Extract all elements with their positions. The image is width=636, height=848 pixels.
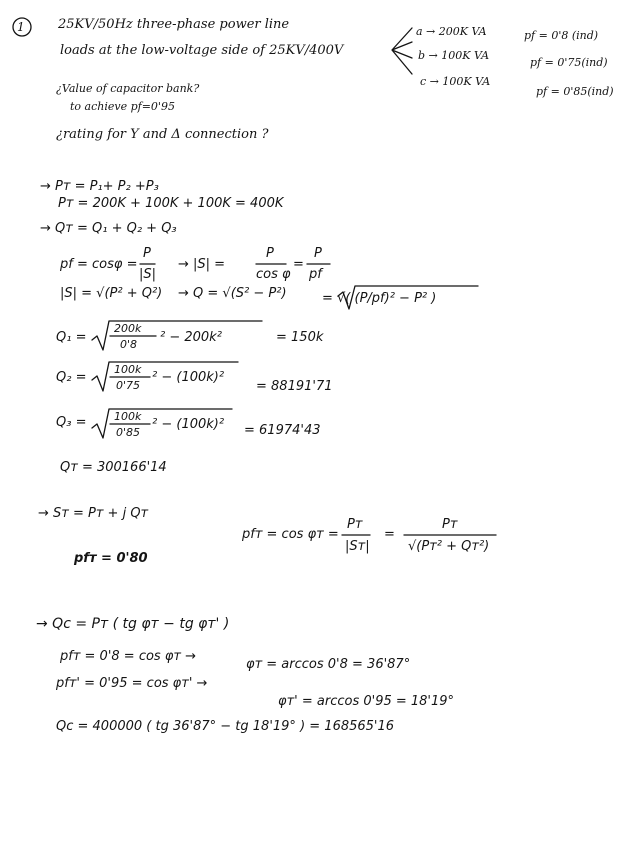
- pft-den1: |Sᴛ|: [345, 539, 370, 554]
- load-a-pf: pf = 0'8 (ind): [524, 29, 599, 42]
- pft-num1: Pᴛ: [347, 517, 363, 532]
- q2-inner-num: 100k: [114, 363, 142, 376]
- q1-left: Q₁ =: [56, 330, 87, 345]
- pf-def-den: |S|: [139, 267, 157, 282]
- q1-tail: ² − 200k²: [160, 330, 222, 345]
- q3-inner-num: 100k: [114, 410, 142, 423]
- load-c-pf: pf = 0'85(ind): [536, 85, 614, 98]
- q2-result: = 88191'71: [256, 379, 333, 394]
- pft-den2: √(Pᴛ² + Qᴛ²): [408, 539, 490, 554]
- s-abs-den1: cos φ: [256, 267, 291, 282]
- pft-08-line: pfᴛ = 0'8 = cos φᴛ →: [60, 649, 197, 664]
- q3-result: = 61974'43: [244, 423, 321, 438]
- pft-eq: =: [384, 527, 395, 542]
- pt-value-line: Pᴛ = 200K + 100K + 100K = 400K: [58, 196, 284, 211]
- s-abs-eq: =: [293, 257, 304, 272]
- load-b-pf: pf = 0'75(ind): [530, 56, 608, 69]
- q2-left: Q₂ =: [56, 370, 87, 385]
- phi-t-line: φᴛ = arccos 0'8 = 36'87°: [246, 657, 411, 672]
- q1-result: = 150k: [276, 330, 324, 345]
- s-abs-num1: P: [266, 246, 274, 261]
- q2-tail: ² − (100k)²: [152, 370, 225, 385]
- pt-sum-line: → Pᴛ = P₁+ P₂ +P₃: [40, 179, 159, 194]
- load-a-label: a → 200K VA: [416, 25, 487, 38]
- phi-t2-line: φᴛ' = arccos 0'95 = 18'19°: [278, 694, 455, 709]
- pft-095-line: pfᴛ' = 0'95 = cos φᴛ' →: [56, 676, 208, 691]
- qc-result: Qc = 400000 ( tg 36'87° − tg 18'19° ) = 168565'16: [56, 719, 395, 734]
- q1-inner-num: 200k: [114, 322, 142, 335]
- q1-inner-den: 0'8: [120, 338, 138, 351]
- pft-value: pfᴛ = 0'80: [74, 551, 148, 566]
- q3-inner-den: 0'85: [116, 426, 141, 439]
- qc-formula: → Qc = Pᴛ ( tg φᴛ − tg φᴛ' ): [36, 616, 230, 632]
- q2-inner-den: 0'75: [116, 379, 141, 392]
- q-from-s-formula: → Q = √(S² − P²): [178, 286, 287, 301]
- pf-def-num: P: [143, 246, 151, 261]
- q3-left: Q₃ =: [56, 415, 87, 430]
- load-b-label: b → 100K VA: [418, 49, 490, 62]
- qt-sum-line: → Qᴛ = Q₁ + Q₂ + Q₃: [40, 221, 177, 236]
- load-c-label: c → 100K VA: [420, 75, 491, 88]
- s-abs-den2: pf: [309, 267, 322, 282]
- problem-line-2: loads at the low-voltage side of 25KV/400V: [60, 43, 344, 58]
- st-formula: → Sᴛ = Pᴛ + j Qᴛ: [38, 506, 149, 521]
- qt-result: Qᴛ = 300166'14: [60, 460, 167, 475]
- pft-left: pfᴛ = cos φᴛ =: [242, 527, 339, 542]
- pft-num2: Pᴛ: [442, 517, 458, 532]
- q-from-pf-formula: = √( (P/pf)² − P² ): [322, 291, 437, 306]
- question-target-pf: to achieve pf=0'95: [70, 100, 175, 113]
- s-abs-left: → |S| =: [178, 257, 226, 272]
- s-abs-num2: P: [314, 246, 322, 261]
- question-rating: ¿rating for Y and Δ connection ?: [56, 127, 269, 142]
- q3-tail: ² − (100k)²: [152, 417, 225, 432]
- load-brace: [392, 28, 412, 74]
- problem-number: 1: [17, 20, 25, 34]
- problem-line-1: 25KV/50Hz three-phase power line: [58, 17, 290, 32]
- pf-def-left: pf = cosφ =: [60, 257, 138, 272]
- s-modulus-formula: |S| = √(P² + Q²): [60, 286, 163, 301]
- question-capacitor: ¿Value of capacitor bank?: [56, 82, 200, 95]
